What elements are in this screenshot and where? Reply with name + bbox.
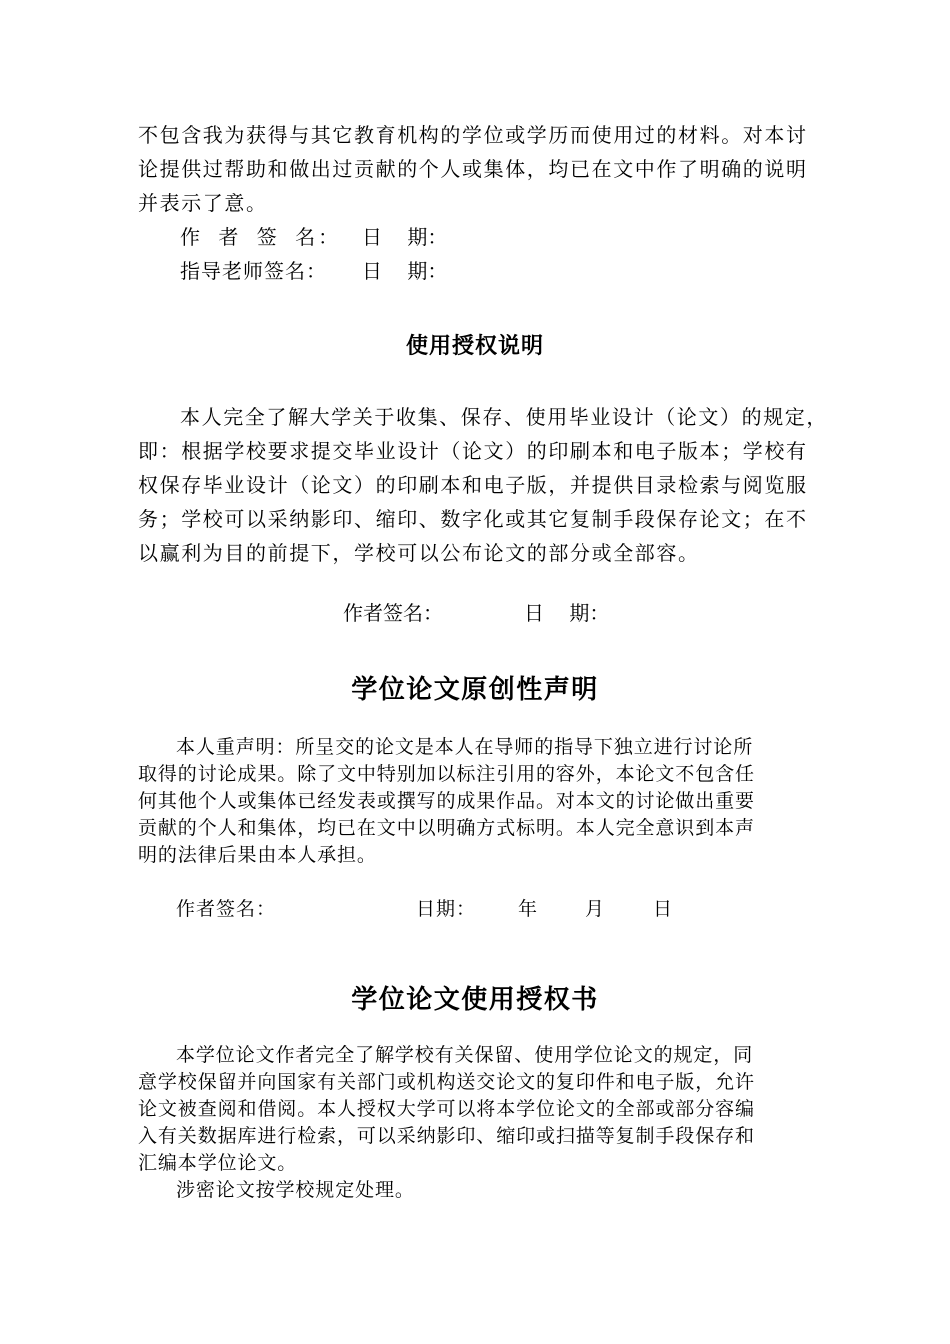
- authorization-note-title: 使用授权说明: [405, 333, 544, 359]
- top-paragraph-line-2: 论提供过帮助和做出过贡献的个人或集体，均已在文中作了明确的说明: [138, 157, 808, 181]
- authorization-line-2: 即：根据学校要求提交毕业设计（论文）的印刷本和电子版本；学校有: [138, 439, 808, 463]
- license-line-5: 汇编本学位论文。: [138, 1152, 298, 1174]
- originality-date-label: 日期：: [416, 898, 477, 920]
- supervisor-signature-label: 指导老师签名：: [180, 259, 327, 283]
- supervisor-date-label: 日 期：: [362, 259, 448, 283]
- originality-day-label: 日: [653, 898, 673, 920]
- originality-month-label: 月: [585, 898, 605, 920]
- originality-line-5: 明的法律后果由本人承担。: [138, 844, 377, 866]
- author-date-label: 日 期：: [362, 225, 448, 249]
- authorization-line-3: 权保存毕业设计（论文）的印刷本和电子版，并提供目录检索与阅览服: [138, 473, 808, 497]
- top-paragraph-line-1: 不包含我为获得与其它教育机构的学位或学历而使用过的材料。对本讨: [138, 123, 808, 147]
- license-title: 学位论文使用授权书: [351, 985, 599, 1015]
- originality-title: 学位论文原创性声明: [351, 675, 599, 705]
- top-paragraph-line-3: 并表示了意。: [138, 191, 268, 215]
- originality-line-3: 何其他个人或集体已经发表或撰写的成果作品。对本文的讨论做出重要: [138, 790, 755, 812]
- authorization-line-4: 务；学校可以采纳影印、缩印、数字化或其它复制手段保存论文；在不: [138, 507, 808, 531]
- originality-line-2: 取得的讨论成果。除了文中特别加以标注引用的容外，本论文不包含任: [138, 763, 755, 785]
- license-line-1: 本学位论文作者完全了解学校有关保留、使用学位论文的规定，同: [176, 1044, 754, 1066]
- originality-line-4: 贡献的个人和集体，均已在文中以明确方式标明。本人完全意识到本声: [138, 817, 755, 839]
- originality-year-label: 年: [518, 898, 538, 920]
- authorization-line-5: 以赢利为目的前提下，学校可以公布论文的部分或全部容。: [138, 541, 700, 565]
- originality-line-1: 本人重声明：所呈交的论文是本人在导师的指导下独立进行讨论所: [176, 736, 754, 758]
- license-line-4: 入有关数据库进行检索，可以采纳影印、缩印或扫描等复制手段保存和: [138, 1125, 755, 1147]
- authorization-date-label: 日 期：: [524, 601, 610, 625]
- author-signature-label: 作 者 签 名：: [180, 225, 342, 249]
- license-line-2: 意学校保留并向国家有关部门或机构送交论文的复印件和电子版，允许: [138, 1071, 755, 1093]
- license-line-6: 涉密论文按学校规定处理。: [176, 1179, 415, 1201]
- authorization-line-1: 本人完全了解大学关于收集、保存、使用毕业设计（论文）的规定，: [180, 405, 828, 429]
- originality-author-label: 作者签名：: [176, 898, 277, 920]
- authorization-author-label: 作者签名：: [343, 601, 443, 625]
- license-line-3: 论文被查阅和借阅。本人授权大学可以将本学位论文的全部或部分容编: [138, 1098, 755, 1120]
